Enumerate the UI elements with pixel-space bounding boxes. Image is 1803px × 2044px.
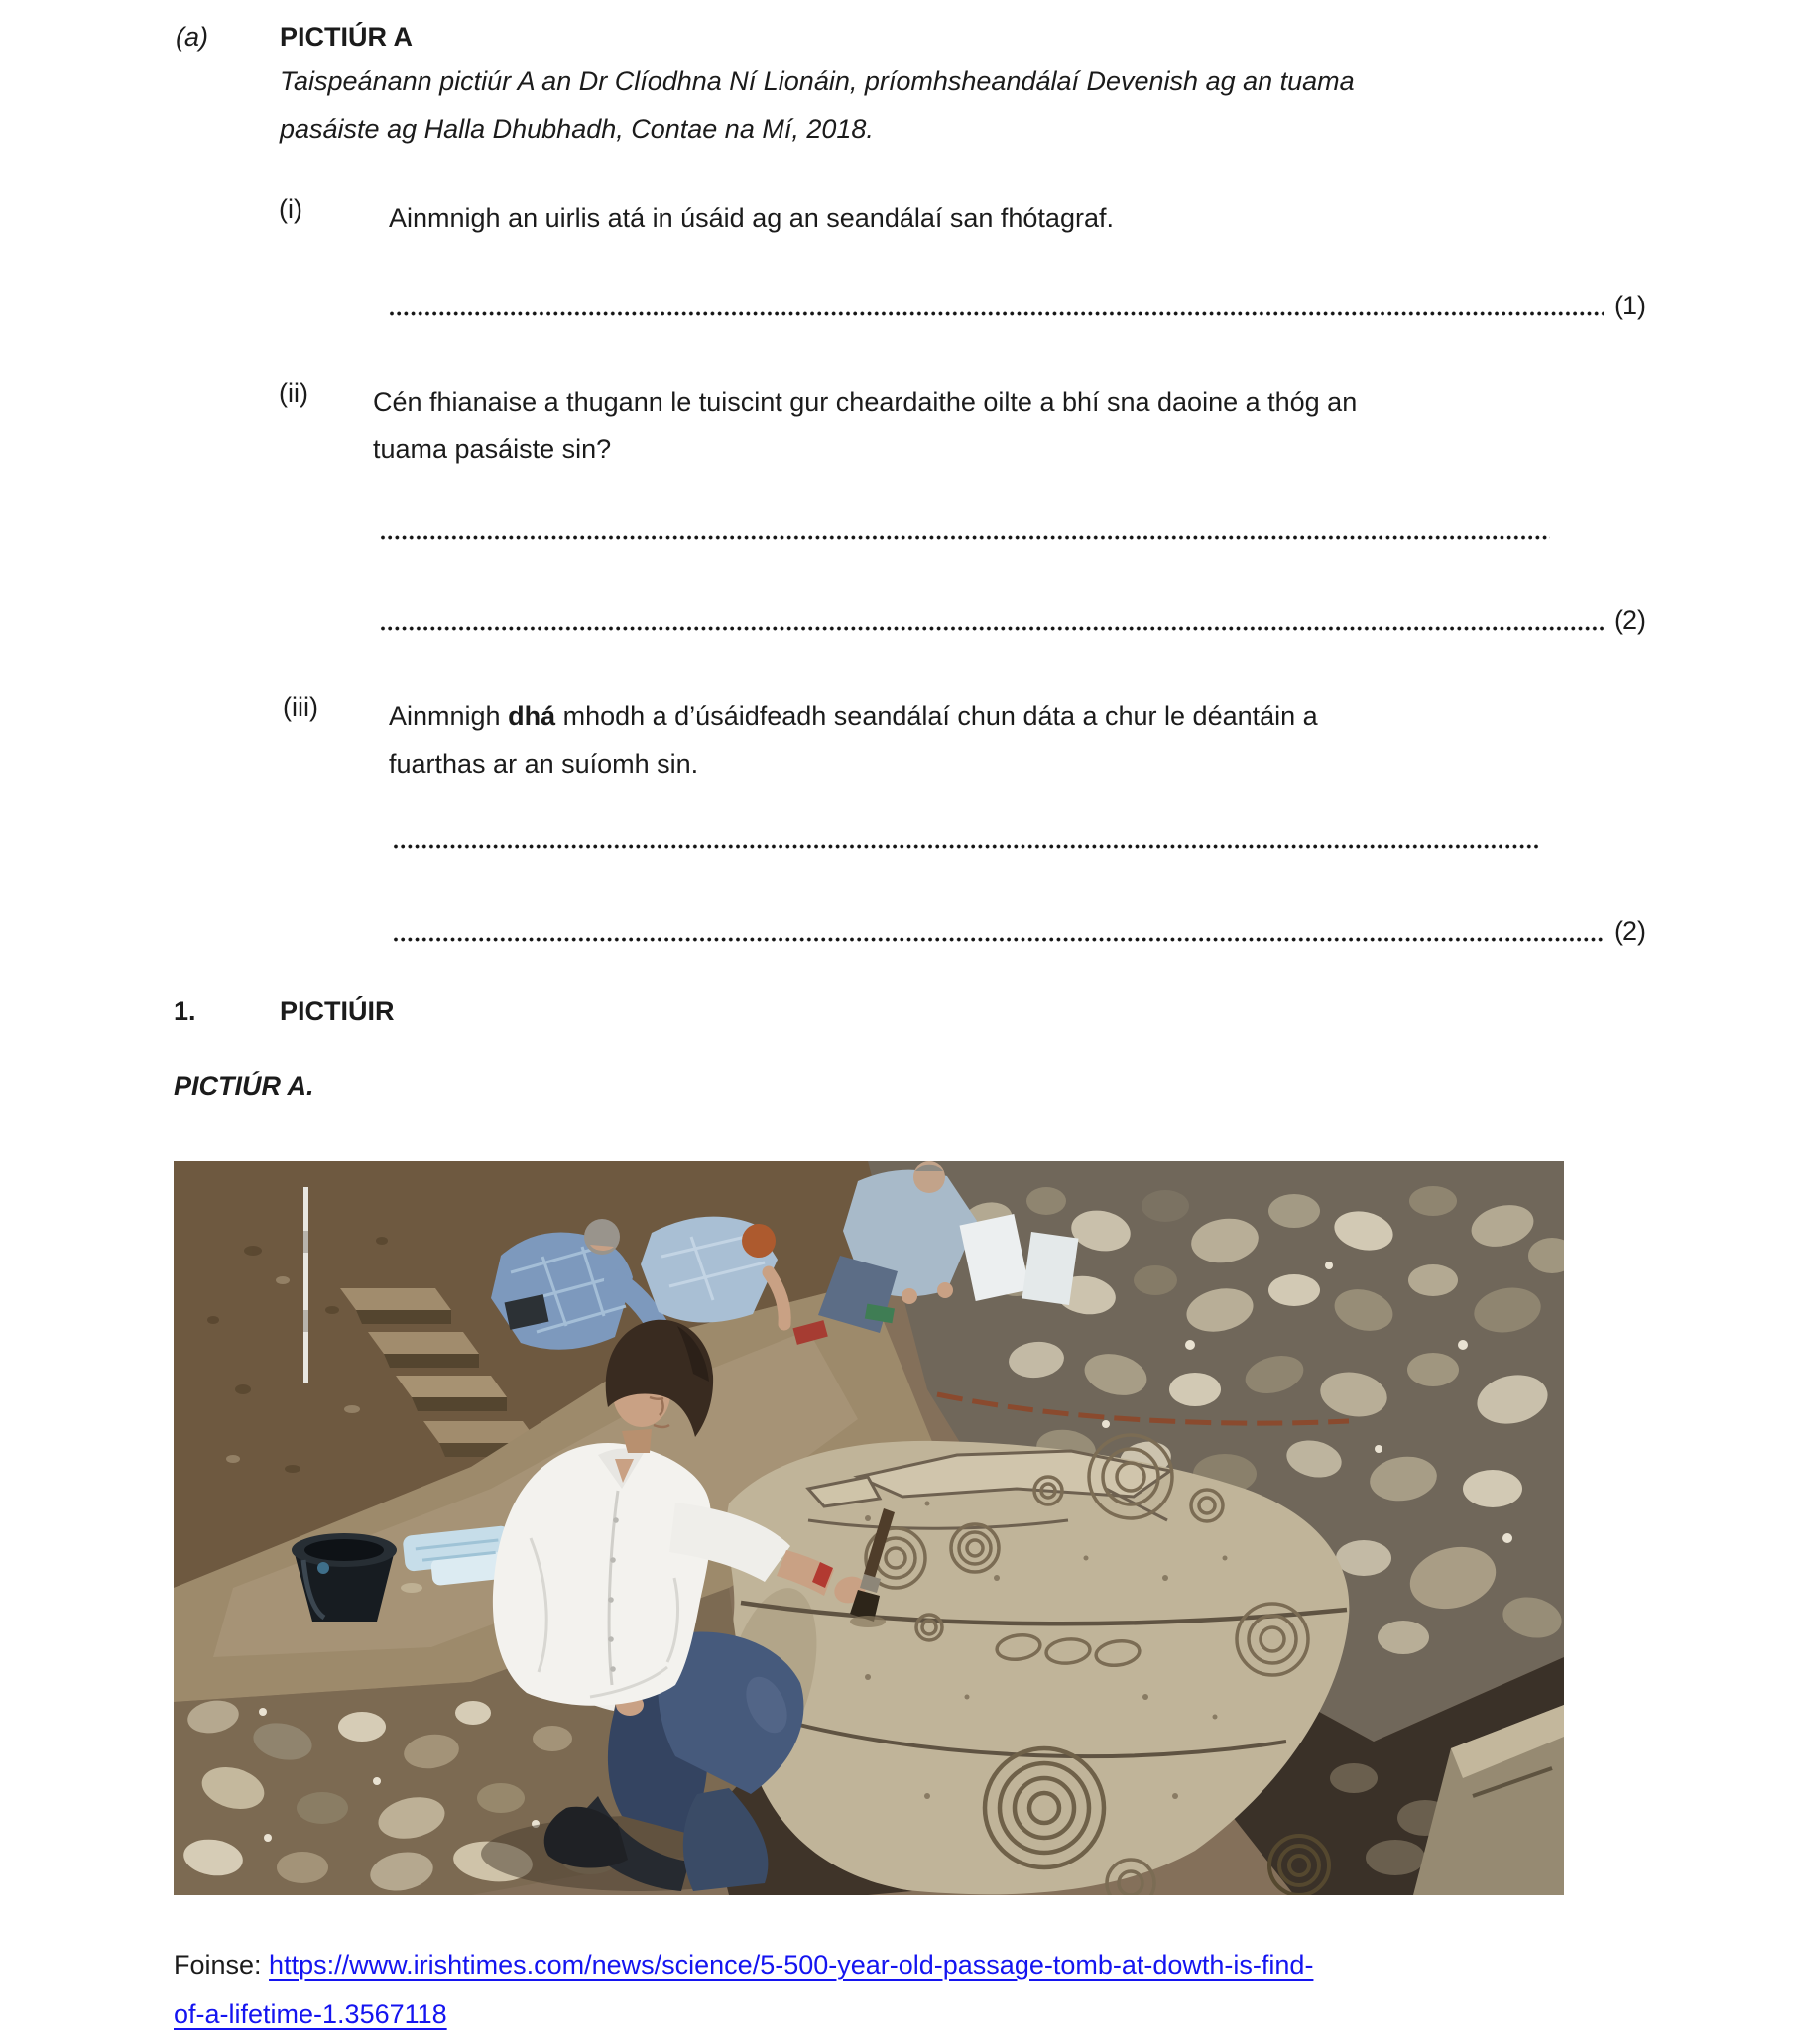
photo-pictiur-a [174, 1161, 1564, 1895]
marks-label-q1: (1) [1614, 291, 1646, 320]
section-a-title: PICTIÚR A [280, 22, 413, 52]
section-a-marker: (a) [176, 22, 208, 52]
dotted-answer-line [389, 310, 1604, 317]
dotted-answer-line [380, 625, 1604, 632]
section-a-description [280, 58, 1355, 153]
question-iii-text: Ainmnigh dhá mhodh a d’úsáidfeadh seandálaí chun dáta a chur le déantáin a fuarthas ar an suíomh sin. [389, 701, 1318, 779]
plastic-sheet [1022, 1232, 1079, 1305]
question-iii-marker: (iii) [283, 692, 318, 722]
bold-word: dhá [508, 701, 556, 731]
description-line: Taispeánann pictiúr A an Dr Clíodhna Ní Lionáin, príomhsheandálaí Devenish ag an tuama [280, 66, 1355, 96]
source-caption [174, 1940, 1313, 2039]
question-ii-marker: (ii) [279, 378, 308, 408]
answer-line-q1 [389, 282, 1646, 321]
question-i-marker: (i) [279, 194, 302, 224]
source-label: Foinse: [174, 1950, 270, 1980]
question-i-text: Ainmnigh an uirlis atá in úsáid ag an seandálaí san fhótagraf. [389, 203, 1114, 233]
dotted-answer-line [393, 843, 1539, 850]
source-link-line1[interactable]: https://www.irishtimes.com/news/science/5-500-year-old-passage-tomb-at-dowth-is-find- [269, 1950, 1314, 1980]
ranging-pole [303, 1187, 308, 1383]
picture-subheading: PICTIÚR A. [174, 1071, 314, 1101]
answer-line-q3 [393, 907, 1646, 947]
source-link-line2[interactable]: of-a-lifetime-1.3567118 [174, 1999, 447, 2029]
question-ii-text: Cén fhianaise a thugann le tuiscint gur cheardaithe oilte a bhí sna daoine a thóg an tuama pasáiste sin? [373, 387, 1358, 464]
section-heading: PICTIÚIR [280, 996, 395, 1025]
description-line: pasáiste ag Halla Dhubhadh, Contae na Mí, 2018. [280, 114, 874, 144]
dotted-answer-line [380, 534, 1550, 541]
marks-label-q3: (2) [1614, 916, 1646, 946]
excavation-scene-illustration [174, 1161, 1564, 1895]
marks-label-q2: (2) [1614, 605, 1646, 635]
answer-line-q2 [380, 596, 1646, 636]
dotted-answer-line [393, 936, 1604, 943]
section-number: 1. [174, 996, 196, 1025]
ginger-hair [742, 1224, 776, 1258]
